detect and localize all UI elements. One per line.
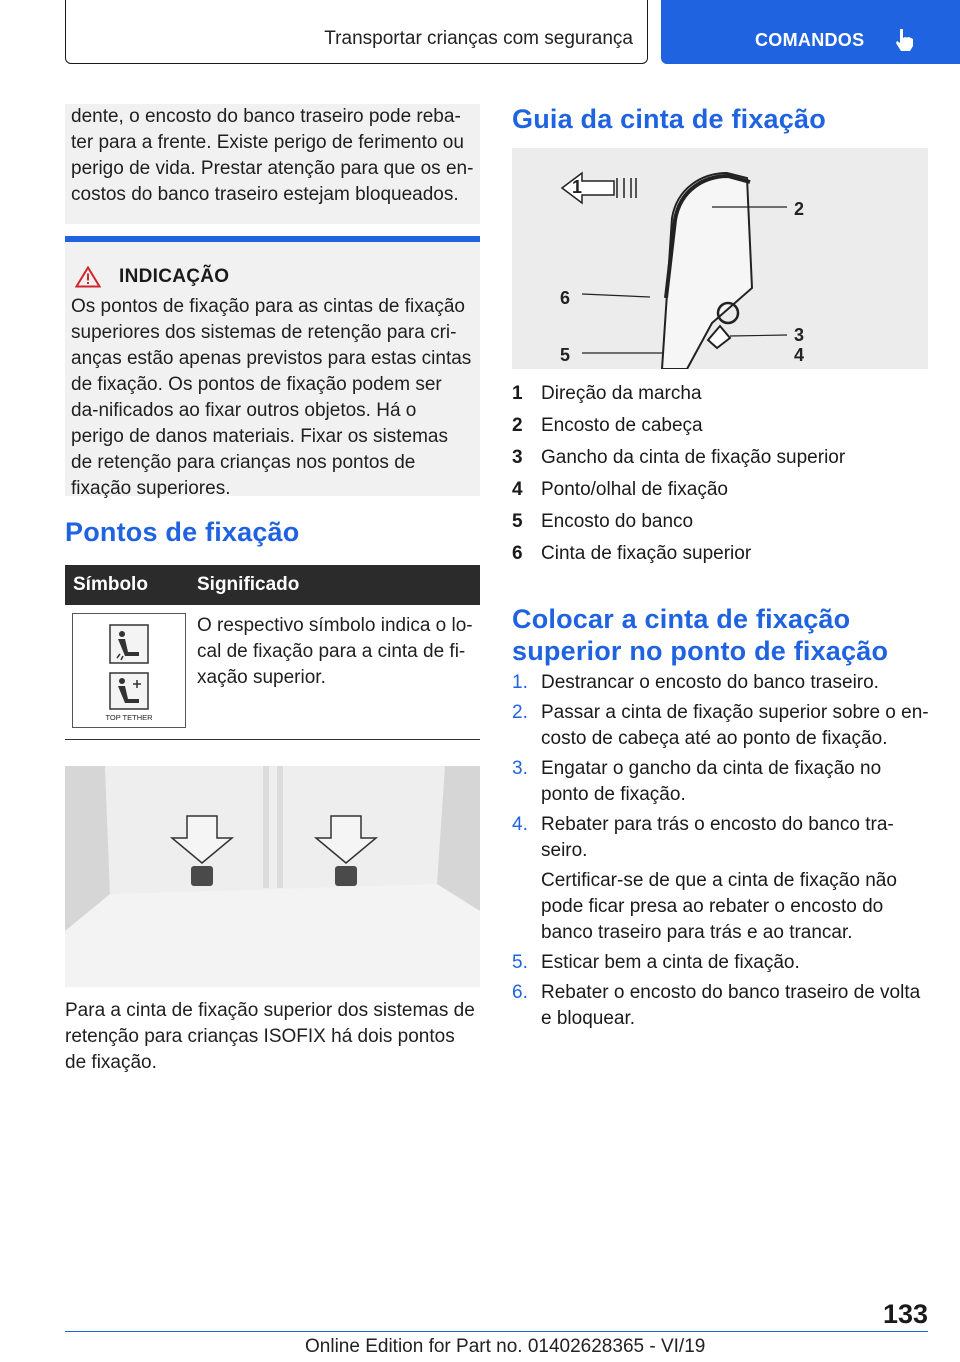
diagram-label-6: 6 <box>560 288 571 308</box>
brand-label: COMANDOS <box>755 30 865 50</box>
legend-item: 6 Cinta de fixação superior <box>512 543 752 564</box>
table-row-description: O respectivo símbolo indica o lo-cal de fixação para a cinta de fi-xação superior. <box>197 615 473 688</box>
list-item: 5. Esticar bem a cinta de fixação. <box>512 952 800 973</box>
pointing-hand-icon <box>894 28 916 52</box>
diagram-label-2: 2 <box>794 199 805 219</box>
table-col-significado: Significado <box>197 574 300 595</box>
header-section-tab <box>65 0 648 64</box>
legend-item: 2 Encosto de cabeça <box>512 415 703 436</box>
heading-guia: Guia da cinta de fixação <box>512 104 826 134</box>
diagram-label-4: 4 <box>794 345 805 365</box>
table-header <box>65 565 480 605</box>
list-item: 3. Engatar o gancho da cinta de fixação no ponto de fixação. <box>512 758 882 805</box>
notice-title: INDICAÇÃO <box>119 266 230 287</box>
page-number: 133 <box>882 1299 928 1329</box>
steps-list <box>512 670 932 1036</box>
table-col-simbolo: Símbolo <box>73 574 148 595</box>
step-4-note: Certificar-se de que a cinta de fixação não pode ficar presa ao rebater o encosto do banco traseiro para trás e ao trancar. <box>541 870 897 943</box>
photo-caption: Para a cinta de fixação superior dos sistemas de retenção para crianças ISOFIX há dois pontos de fixação. <box>65 1000 475 1073</box>
diagram-legend <box>512 381 932 573</box>
table-symbol-cell <box>72 613 186 728</box>
warning-continuation-text: dente, o encosto do banco traseiro pode reba-ter para a frente. Existe perigo de ferimento ou perigo de vida. Prestar atenção para que os en-costos do banco traseiro estejam bloqueados. <box>71 106 474 205</box>
notice-box <box>65 236 480 499</box>
heading-colocar: Colocar a cinta de fixação superior no ponto de fixação <box>512 604 889 666</box>
list-item: 1. Destrancar o encosto do banco traseiro. <box>512 672 879 693</box>
tether-guide-diagram <box>512 148 928 369</box>
diagram-label-3: 3 <box>794 325 805 345</box>
heading-pontos-de-fixacao: Pontos de fixação <box>65 517 300 547</box>
top-tether-label: TOP TETHER <box>105 713 153 722</box>
diagram-label-1: 1 <box>572 177 583 197</box>
isofix-anchor-symbol-icon <box>73 614 185 727</box>
list-item: 4. Rebater para trás o encosto do banco tra-seiro. <box>512 814 894 861</box>
section-title: Transportar crianças com segurança <box>324 28 633 49</box>
anchor-points-illustration <box>65 766 480 987</box>
footer-rule <box>65 1331 928 1332</box>
legend-item: 3 Gancho da cinta de fixação superior <box>512 447 846 468</box>
table-bottom-rule <box>65 739 480 740</box>
legend-item: 5 Encosto do banco <box>512 511 694 532</box>
notice-text: Os pontos de fixação para as cintas de fixação superiores dos sistemas de retenção para cri-anças estão apenas previstos para estas cintas de fixação. Os pontos de fixação podem ser da-nificados ao fixar outros objetos. Há o perigo de danos materiais. Fixar os sistemas de retenção para crianças nos pontos de fixação superiores. <box>71 296 472 499</box>
legend-item: 4 Ponto/olhal de fixação <box>512 479 728 500</box>
header-brand-tab <box>661 0 960 64</box>
list-item: 6. Rebater o encosto do banco traseiro de volta e bloquear. <box>512 982 921 1029</box>
legend-item: 1 Direção da marcha <box>512 383 702 404</box>
list-item: 2. Passar a cinta de fixação superior sobre o en-costo de cabeça até ao ponto de fixação. <box>512 702 929 749</box>
footer-edition-text: Online Edition for Part no. 01402628365 - VI/19 <box>305 1336 706 1357</box>
warning-triangle-icon <box>75 266 101 288</box>
diagram-label-5: 5 <box>560 345 571 365</box>
warning-continuation-box <box>65 104 480 224</box>
